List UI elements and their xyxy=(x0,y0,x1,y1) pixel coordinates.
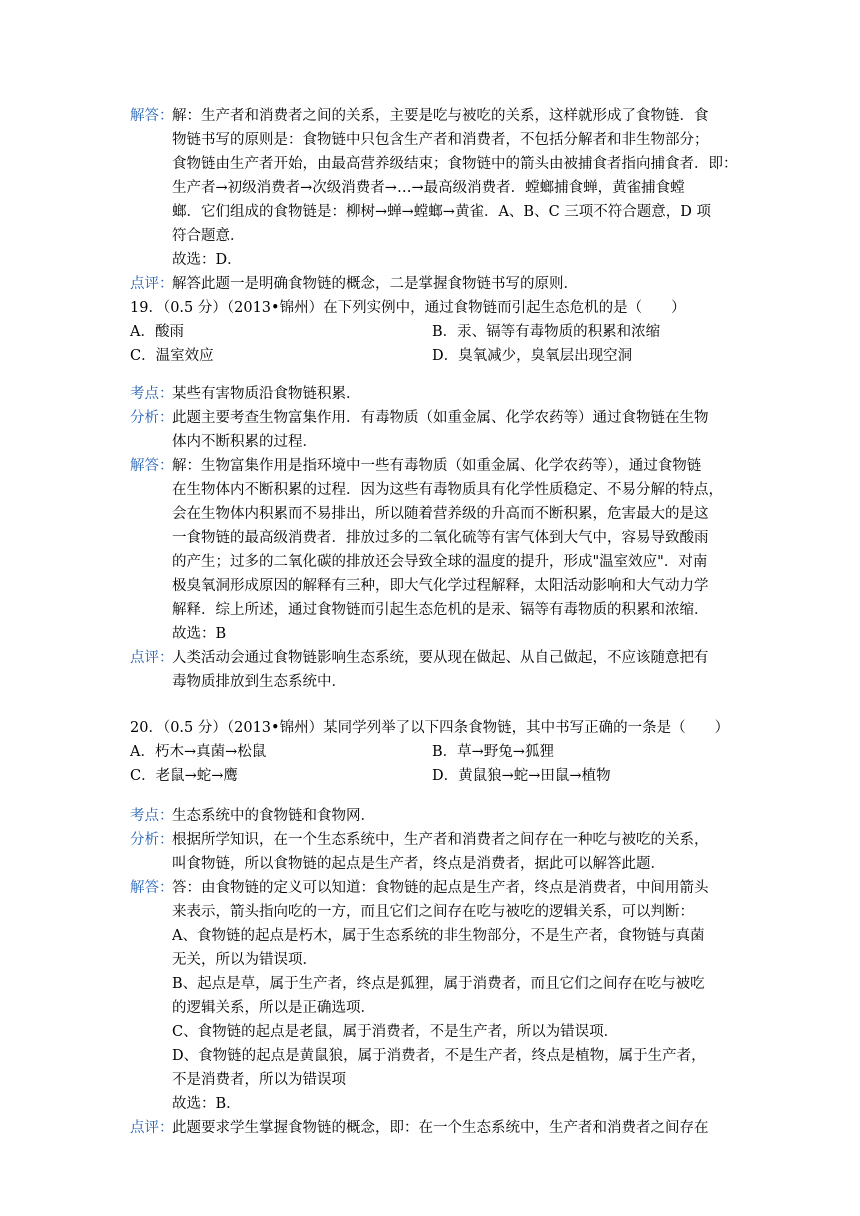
option-c: C．温室效应 xyxy=(130,348,214,364)
kaodian-label: 考点： xyxy=(130,808,174,824)
answer-line: A、食物链的起点是朽木，属于生态系统的非生物部分，不是生产者，食物链与真菌 xyxy=(172,928,705,944)
kaodian-text: 生态系统中的食物链和食物网． xyxy=(172,808,375,824)
question-stem: 20．（0.5 分）（2013•锦州）某同学列举了以下四条食物链，其中书写正确的一条是（ ） xyxy=(130,720,730,736)
answer-line: 无关，所以为错误项． xyxy=(172,952,317,968)
option-b: B．草→野兔→狐狸 xyxy=(432,744,554,760)
answer-line: 的逻辑关系，所以是正确选项． xyxy=(172,1000,375,1016)
answer-line: 螂．它们组成的食物链是：柳树→蝉→螳螂→黄雀．A、B、C 三项不符合题意，D 项 xyxy=(172,204,712,220)
fenxi-line: 体内不断积累的过程． xyxy=(172,434,317,450)
answer-line: C、食物链的起点是老鼠，属于消费者，不是生产者，所以为错误项． xyxy=(172,1024,619,1040)
kaodian-label: 考点： xyxy=(130,386,174,402)
answer-line: 生产者→初级消费者→次级消费者→…→最高级消费者．螳螂捕食蝉，黄雀捕食螳 xyxy=(172,180,685,196)
comment-label: 点评： xyxy=(130,1120,174,1136)
answer-line: 物链书写的原则是：食物链中只包含生产者和消费者，不包括分解者和非生物部分； xyxy=(172,132,709,148)
answer-line: 会在生物体内积累而不易排出，所以随着营养级的升高而不断积累，危害最大的是这 xyxy=(172,506,709,522)
answer-line: 故选：D． xyxy=(172,252,242,268)
fenxi-line: 根据所学知识，在一个生态系统中，生产者和消费者之间存在一种吃与被吃的关系， xyxy=(172,832,709,848)
fenxi-label: 分析： xyxy=(130,832,174,848)
option-c: C．老鼠→蛇→鹰 xyxy=(130,768,238,784)
option-b: B．汞、镉等有毒物质的积累和浓缩 xyxy=(432,324,661,340)
answer-line: 不是消费者，所以为错误项 xyxy=(172,1072,346,1088)
option-a: A．酸雨 xyxy=(130,324,184,340)
kaodian-text: 某些有害物质沿食物链积累． xyxy=(172,386,361,402)
comment-line: 人类活动会通过食物链影响生态系统，要从现在做起、从自己做起，不应该随意把有 xyxy=(172,650,709,666)
answer-line: 的产生；过多的二氧化碳的排放还会导致全球的温度的提升，形成"温室效应"．对南 xyxy=(172,554,708,570)
comment-label: 点评： xyxy=(130,276,174,292)
answer-line: 故选：B． xyxy=(172,1096,241,1112)
comment-line: 毒物质排放到生态系统中． xyxy=(172,674,346,690)
answer-label: 解答： xyxy=(130,458,174,474)
answer-line: 解：生产者和消费者之间的关系，主要是吃与被吃的关系，这样就形成了食物链．食 xyxy=(172,108,709,124)
comment-line: 此题要求学生掌握食物链的概念，即：在一个生态系统中，生产者和消费者之间存在 xyxy=(172,1120,709,1136)
answer-label: 解答： xyxy=(130,108,174,124)
answer-label: 解答： xyxy=(130,880,174,896)
answer-line: 解释．综上所述，通过食物链而引起生态危机的是汞、镉等有毒物质的积累和浓缩． xyxy=(172,602,709,618)
answer-line: 来表示，箭头指向吃的一方，而且它们之间存在吃与被吃的逻辑关系，可以判断： xyxy=(172,904,694,920)
answer-line: 解：生物富集作用是指环境中一些有毒物质（如重金属、化学农药等），通过食物链 xyxy=(172,458,702,474)
fenxi-line: 叫食物链，所以食物链的起点是生产者，终点是消费者，据此可以解答此题． xyxy=(172,856,665,872)
answer-line: 在生物体内不断积累的过程．因为这些有毒物质具有化学性质稳定、不易分解的特点， xyxy=(172,482,723,498)
answer-line: 食物链由生产者开始，由最高营养级结束；食物链中的箭头由被捕食者指向捕食者．即： xyxy=(172,156,738,172)
comment-line: 解答此题一是明确食物链的概念，二是掌握食物链书写的原则． xyxy=(172,276,578,292)
answer-line: 答：由食物链的定义可以知道：食物链的起点是生产者，终点是消费者，中间用箭头 xyxy=(172,880,709,896)
option-d: D．臭氧减少，臭氧层出现空洞 xyxy=(432,348,633,364)
answer-line: D、食物链的起点是黄鼠狼，属于消费者，不是生产者，终点是植物，属于生产者， xyxy=(172,1048,706,1064)
answer-line: 符合题意． xyxy=(172,228,245,244)
question-stem: 19．（0.5 分）（2013•锦州）在下列实例中，通过食物链而引起生态危机的是（ ） xyxy=(130,300,686,316)
answer-line: 极臭氧洞形成原因的解释有三种，即大气化学过程解释，太阳活动影响和大气动力学 xyxy=(172,578,709,594)
answer-line: 故选：B xyxy=(172,626,227,642)
option-d: D．黄鼠狼→蛇→田鼠→植物 xyxy=(432,768,611,784)
answer-line: 一食物链的最高级消费者．排放过多的二氧化硫等有害气体到大气中，容易导致酸雨 xyxy=(172,530,709,546)
comment-label: 点评： xyxy=(130,650,174,666)
option-a: A．朽木→真菌→松鼠 xyxy=(130,744,267,760)
fenxi-label: 分析： xyxy=(130,410,174,426)
fenxi-line: 此题主要考查生物富集作用．有毒物质（如重金属、化学农药等）通过食物链在生物 xyxy=(172,410,709,426)
answer-line: B、起点是草，属于生产者，终点是狐狸，属于消费者，而且它们之间存在吃与被吃 xyxy=(172,976,705,992)
